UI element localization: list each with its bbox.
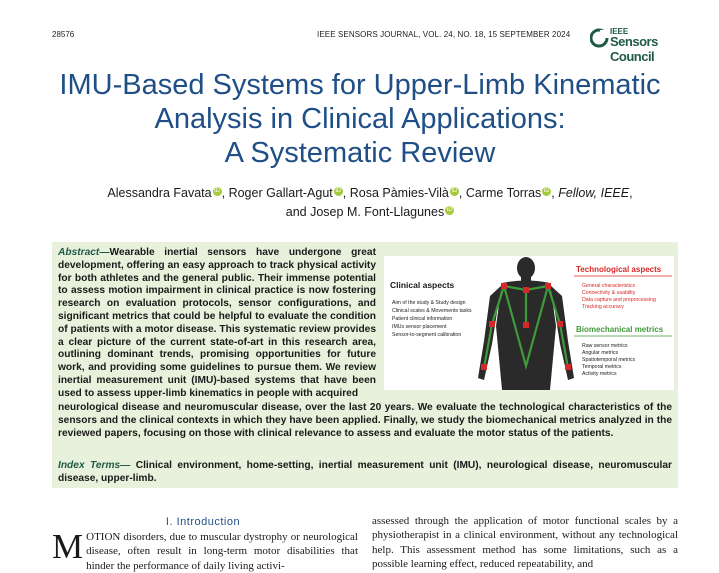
index-terms: Index Terms— Clinical environment, home-setting, inertial measurement unit (IMU), neurological disease, neuromuscular disease, upper-limb. [58, 460, 672, 484]
bio-item: Spatiotemporal metrics [582, 357, 636, 363]
figure-svg [384, 256, 674, 390]
orcid-icon[interactable]: iD [214, 187, 220, 194]
orcid-icon[interactable]: iD [446, 206, 453, 213]
clinical-item: Patient clinical information [392, 316, 453, 322]
orcid-icon[interactable]: iD [335, 187, 342, 194]
bio-item: Raw sensor metrics [582, 343, 628, 349]
clinical-items [392, 300, 472, 338]
author-5: and Josep M. Font-Llagunes [285, 205, 445, 219]
clinical-item: Sensor-to-segment calibration [392, 332, 462, 338]
bio-item: Angular metrics [582, 350, 619, 356]
page-number: 28576 [52, 30, 75, 39]
author-4: Carme Torras [465, 186, 542, 200]
intro-right-column: assessed through the application of motor functional scales by a physiotherapist in a clinical environment, without any technological help. This assessment method has some limitations, such as a possible learning effect, reduced repeatability, and [372, 515, 678, 570]
tech-item: Connectivity & usability [582, 290, 636, 296]
logo-icon [590, 27, 610, 49]
section-heading-introduction: I. Introduction [165, 516, 241, 528]
logo-ieee: IEEE [610, 27, 629, 36]
clinical-item: Clinical scales & Movements tasks [392, 308, 472, 314]
tech-item: General characteristics [582, 283, 636, 289]
clinical-item: Aim of the study & Study design [392, 300, 466, 306]
ieee-sensors-council-logo [590, 25, 690, 64]
title-line-2: Analysis in Clinical Applications: [154, 103, 566, 135]
tech-title: Technological aspects [576, 265, 662, 274]
abstract-text-continued: neurological disease and neuromuscular disease, over the last 20 years. We evaluate the technological characteristics of the sensors and the clinical contexts in which they have been applied. Finally, we study the biomechanical metrics analyzed in the reviewed papers, focusing on those with clinical relevance to assess and evaluate the motor status of the patients. [58, 402, 672, 439]
tech-item: Data capture and preprocessing [582, 297, 656, 303]
intro-left-column [52, 527, 358, 573]
tech-item: Tracking accuracy [582, 304, 624, 310]
paper-title [40, 68, 680, 170]
title-line-1: IMU-Based Systems for Upper-Limb Kinematic [59, 69, 661, 101]
dropcap: M [52, 527, 84, 566]
author-2: Roger Gallart-Agut [228, 186, 333, 200]
orcid-icon[interactable]: iD [451, 187, 458, 194]
clinical-title: Clinical aspects [390, 280, 455, 290]
bio-title: Biomechanical metrics [576, 325, 664, 334]
clinical-item: IMUs sensor placement [392, 324, 447, 330]
abstract-part-1: Wearable inertial sensors have undergone great development, offering an easy approach to track physical activity for both athletes and the general public. Their immense potential to assess motion impairment in clinical practice is now fostering research on evaluation protocols, sensor configurations, and significant metrics that could be helpful to evaluate the condition of patients with a motor disease. This systematic review provides a clear picture of the current state-of-art in this research area, outlining dominant trends, promising opportunities for future work, and providing some guidelines to pursue them. We review inertial measurement unit (IMU)-based systems that have been used to assess upper-limb kinematics in people with acquired [58, 247, 376, 399]
author-3: Rosa Pàmies-Vilà [349, 186, 449, 200]
graphical-abstract-figure [384, 256, 674, 390]
abstract-text: Abstract—Wearable inertial sensors have undergone great development, offering an easy approach to track physical activity for both athletes and the general public. Their immense potential to assess motion impairment in clinical practice is now fostering research on evaluation protocols, sensor configurations, and significant metrics that could be helpful to evaluate the condition of patients with a motor disease. This systematic review provides a clear picture of the current state-of-art in this research area, outlining dominant trends, promising opportunities for future work, and providing some guidelines to pursue them. We review inertial measurement unit (IMU)-based systems that have been used to assess upper-limb kinematics in people with acquired [58, 247, 376, 399]
orcid-icon[interactable]: iD [543, 187, 550, 194]
bio-item: Temporal metrics [582, 364, 622, 370]
tech-items [582, 283, 656, 310]
index-terms-label: Index Terms [58, 460, 121, 471]
author-1: Alessandra Favata [107, 186, 212, 200]
logo-sensors-council: Sensors Council [610, 34, 658, 64]
abstract-label: Abstract [58, 247, 100, 258]
author-list: Alessandra Favata iD , Roger Gallart-Agut iD , Rosa Pàmies-Vilà iD , Carme Torras iD , Fellow, IEEE, and Josep M. Font-Llagunes iD [107, 186, 633, 219]
title-line-3: A Systematic Review [224, 137, 496, 169]
author-4-suffix: Fellow, IEEE [558, 186, 630, 200]
index-terms-text: Clinical environment, home-setting, inertial measurement unit (IMU), neurological disease, neuromuscular disease, upper-limb. [58, 460, 672, 484]
bio-items [582, 343, 635, 377]
journal-header: IEEE SENSORS JOURNAL, VOL. 24, NO. 18, 15 SEPTEMBER 2024 [317, 30, 571, 39]
bio-item: Activity metrics [582, 371, 617, 377]
intro-left-text: OTION disorders, due to muscular dystrophy or neurological disease, often result in long-term motor disabilities that hinder the performance of daily living activi- [86, 531, 358, 572]
